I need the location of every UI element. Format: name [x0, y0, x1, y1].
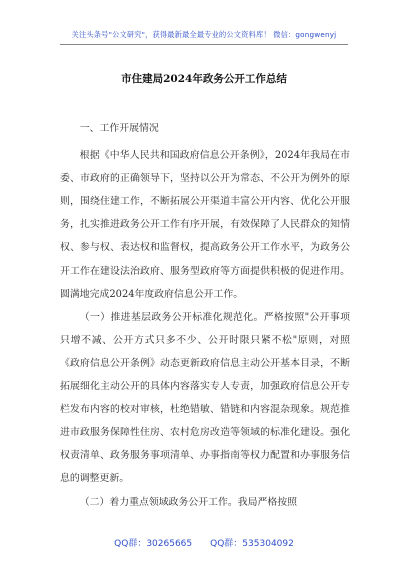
header-divider: [60, 44, 348, 45]
paragraph-1: 根据《中华人民共和国政府信息公开条例》，2024年我局在市委、市政府的正确领导下，坚持以公开为常态、不公开为例外的原则，围绕住建工作，不断拓展公开渠道丰富公开内容、优化公开服务，扎实推进政务公开工作有序开展，有效保障了人民群众的知情权、参与权、表达权和监督权，提高政务公开工作水平，为政务公开工作在建设法治政府、服务型政府等方面提供积极的促进作用。圆满地完成2024年度政府信息公开工作。: [60, 150, 350, 300]
header-promo-note: 关注头条号"公文研究"，获得最新最全最专业的公文资料库！ 微信：gongwenyj: [71, 30, 337, 39]
paragraph-2: （一）推进基层政务公开标准化规范化。严格按照"公开事项只增不减、公开方式只多不少、公开时限只紧不松"原则，对照《政府信息公开条例》动态更新政府信息主动公开基本目录，不断拓展细化主动公开的具体内容落实专人专责，加强政府信息公开专栏发布内容的校对审核，杜绝错敏、错链和内容混杂现象。规范推进市政服务保障性住房、农村危房改造等领域的标准化建设。强化权责清单、政务服务事项清单、办事指南等权力配置和办事服务信息的调整更新。: [60, 311, 350, 485]
footer-contact: [0, 536, 408, 549]
section-heading: 一、工作开展情况: [79, 123, 159, 134]
paragraph-3: （二）着力重点领域政务公开工作。我局严格按照: [79, 496, 298, 508]
document-body: [60, 117, 350, 514]
document-title: 市住建局2024年政务公开工作总结: [121, 73, 287, 85]
footer-qq-group-1: QQ群：30265665: [114, 539, 193, 549]
footer-qq-group-2: QQ群：535304092: [210, 539, 294, 549]
